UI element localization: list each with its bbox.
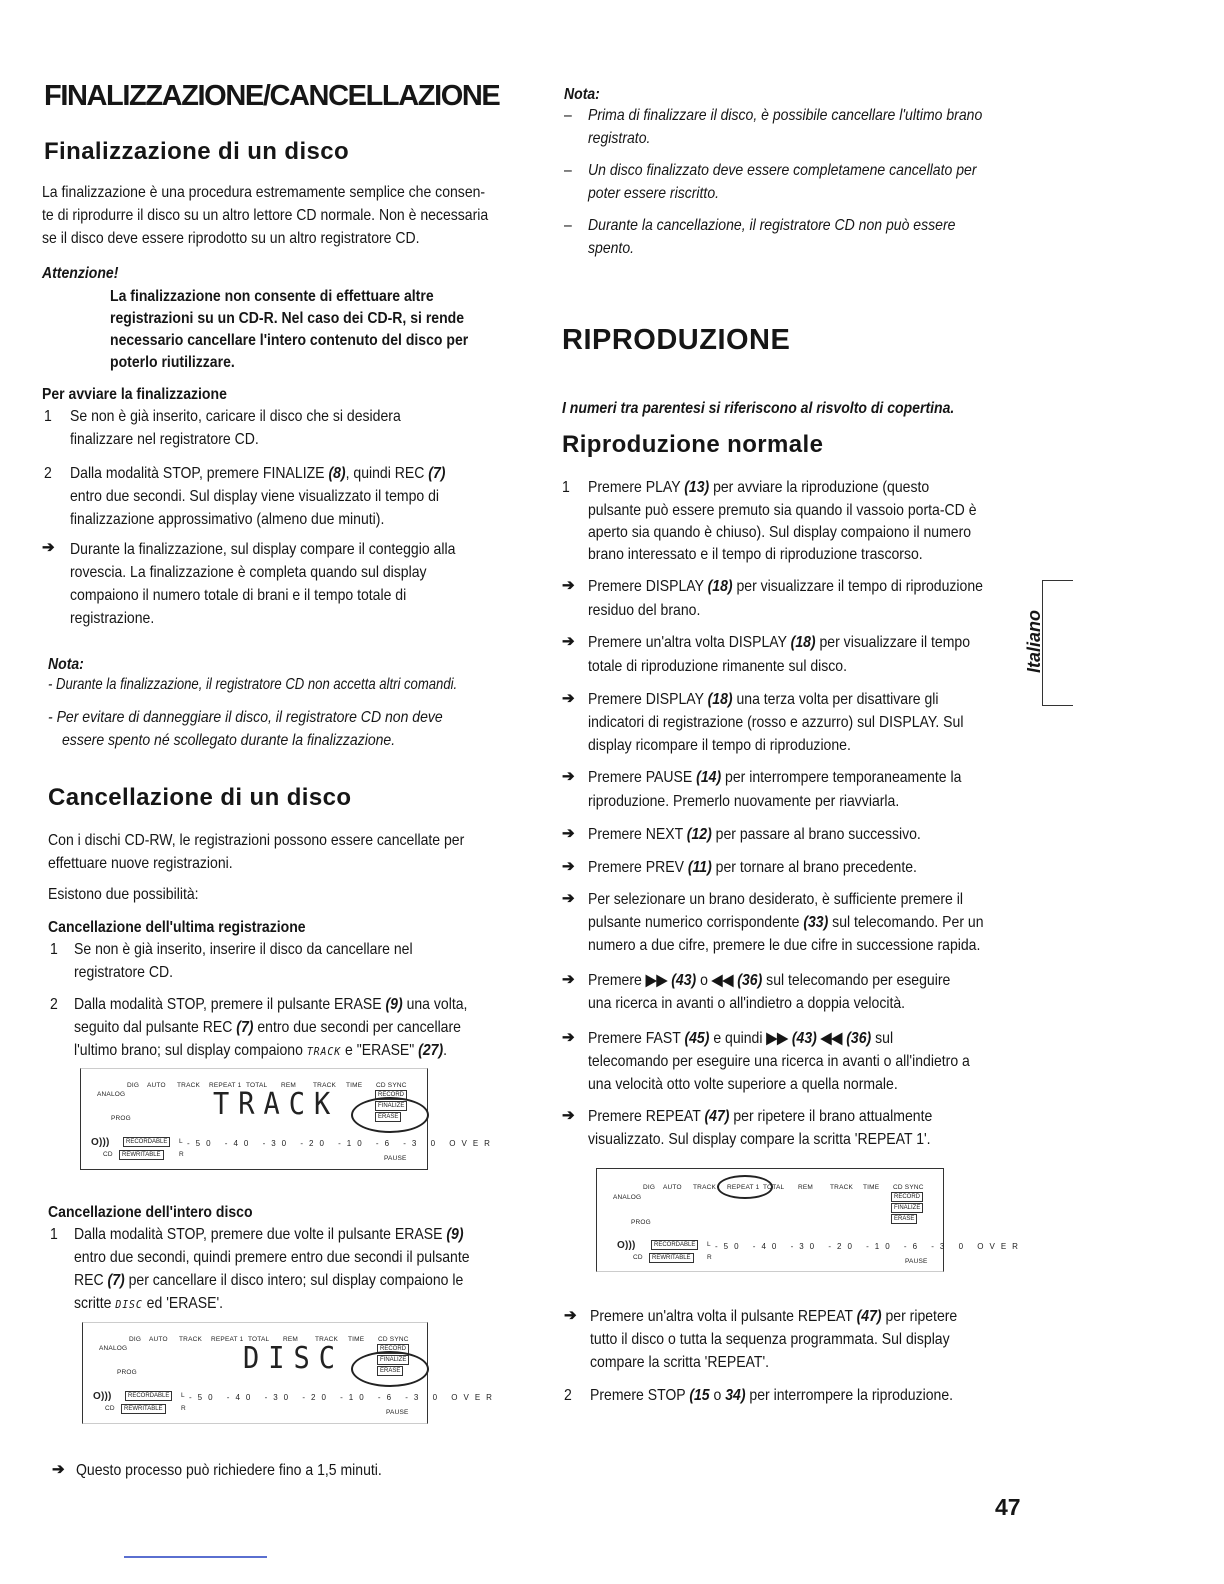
lbl-repeat1: REPEAT 1 [211, 1336, 244, 1343]
lbl-auto: AUTO [663, 1184, 682, 1191]
step-number: 1 [44, 408, 52, 425]
a7-line2: pulsante numerico corrispondente (33) sul telecomando. Per un [588, 914, 984, 931]
step-number: 2 [44, 465, 52, 482]
cancel-intro-1: Con i dischi CD-RW, le registrazioni possono essere cancellate per [48, 832, 465, 849]
lbl-total: TOTAL [763, 1184, 785, 1191]
lbl-time: TIME [346, 1082, 363, 1089]
fin-intro-2: te di riprodurre il disco su un altro lettore CD normale. Non è necessaria [42, 207, 489, 224]
s2-line: Premere STOP (15 o 34) per interrompere la riproduzione. [590, 1387, 954, 1404]
lbl-prog: PROG [631, 1219, 651, 1226]
step-number: 1 [50, 1226, 58, 1243]
nota-line-3: essere spento né scollegato durante la finalizzazione. [62, 732, 396, 749]
finalize-box: FINALIZE [377, 1355, 409, 1365]
dash: – [564, 162, 572, 179]
arrow-icon: ➔ [52, 1461, 65, 1478]
attention-text-4: poterlo riutilizzare. [110, 354, 235, 371]
c1-line1: Se non è già inserito, inserire il disco da cancellare nel [74, 941, 413, 958]
step2-line1: Dalla modalità STOP, premere FINALIZE (8), quindi REC (7) [70, 465, 446, 482]
cd-logo: CD [105, 1405, 115, 1412]
rewind-icon: ◀◀ [711, 972, 734, 989]
signal-icon: O))) [93, 1391, 112, 1402]
signal-icon: O))) [617, 1240, 636, 1251]
a2-line1: Premere un'altra volta DISPLAY (18) per visualizzare il tempo [588, 634, 971, 651]
riproduzione-title: RIPRODUZIONE [562, 324, 791, 356]
record-box: RECORD [375, 1090, 407, 1100]
a10-line1: Premere REPEAT (47) per ripetere il brano attualmente [588, 1108, 933, 1125]
nota-label: Nota: [564, 86, 600, 103]
arrow-icon: ➔ [564, 1307, 577, 1324]
lbl-rem: REM [798, 1184, 814, 1191]
record-box: RECORD [891, 1192, 923, 1202]
cd-logo: CD [633, 1254, 643, 1261]
erase-highlight-ring [351, 1351, 429, 1387]
two-options: Esistono due possibilità: [48, 886, 199, 903]
lcd-display-repeat1 [596, 1168, 1024, 1272]
attention-text-3: necessario cancellare l'intero contenuto del disco per [110, 332, 469, 349]
lcd-display-disc-erase [82, 1322, 498, 1424]
s1-line2: pulsante può essere premuto sia quando il vassoio porta-CD è [588, 502, 977, 519]
attention-label: Attenzione! [42, 265, 119, 282]
step-number: 2 [50, 996, 58, 1013]
a3-line3: display ricompare il tempo di riproduzione. [588, 737, 851, 754]
pause-label: PAUSE [386, 1409, 409, 1416]
meter-l: L [179, 1138, 183, 1145]
section-title: FINALIZZAZIONE/CANCELLAZIONE [44, 80, 500, 112]
a11-line3: compare la scritta 'REPEAT'. [590, 1354, 770, 1371]
a6-line: Premere PREV (11) per tornare al brano precedente. [588, 859, 917, 876]
normal-playback-heading: Riproduzione normale [562, 431, 824, 458]
w1-line4: scritte DISC ed 'ERASE'. [74, 1295, 224, 1312]
step2-line3: finalizzazione approssimativo (almeno due minuti). [70, 511, 385, 528]
arrow-icon: ➔ [562, 633, 575, 650]
finalization-heading: Finalizzazione di un disco [44, 138, 350, 165]
lbl-time: TIME [863, 1184, 880, 1191]
a1-line1: Premere DISPLAY (18) per visualizzare il tempo di riproduzione [588, 578, 983, 595]
c2-line3: l'ultimo brano; sul display compaiono TRACK e "ERASE" (27). [74, 1042, 448, 1059]
nota-label: Nota: [48, 656, 84, 673]
arrow-icon: ➔ [42, 539, 55, 556]
recordable-box: RECORDABLE [125, 1391, 172, 1401]
rewritable-box: REWRITABLE [119, 1150, 164, 1160]
fin-intro-1: La finalizzazione è una procedura estremamente semplice che consen- [42, 184, 486, 201]
lcd-display-track-erase [80, 1068, 496, 1170]
arrow-icon: ➔ [562, 971, 575, 988]
arrow-icon: ➔ [562, 1029, 575, 1046]
dash: – [564, 107, 572, 124]
whole-disc-label: Cancellazione dell'intero disco [48, 1204, 253, 1221]
meter-l: L [181, 1392, 185, 1399]
a5-line: Premere NEXT (12) per passare al brano successivo. [588, 826, 921, 843]
rewritable-box: REWRITABLE [649, 1253, 694, 1263]
rewind-icon: ◀◀ [820, 1030, 843, 1047]
nota2-line1: Un disco finalizzato deve essere completamene cancellato per [588, 162, 977, 179]
arrow1-line2: rovescia. La finalizzazione è completa quando sul display [70, 564, 427, 581]
lbl-dig: DIG [129, 1336, 142, 1343]
a4-line2: riproduzione. Premerlo nuovamente per riavviarla. [588, 793, 900, 810]
a3-line2: indicatori di registrazione (rosso e azzurro) sul DISPLAY. Sul [588, 714, 964, 731]
meter-scale: -50 -40 -30 -20 -10 -6 -3 0 OVER [189, 1393, 498, 1402]
lbl-track-2: TRACK [315, 1336, 339, 1343]
lbl-analog: ANALOG [99, 1345, 128, 1352]
lbl-dig: DIG [127, 1082, 140, 1089]
lbl-analog: ANALOG [613, 1194, 642, 1201]
a8-line2: una ricerca in avanti o all'indietro a doppia velocità. [588, 995, 906, 1012]
arrow-last: Questo processo può richiedere fino a 1,5 minuti. [76, 1462, 382, 1479]
lbl-track-2: TRACK [830, 1184, 854, 1191]
cancel-heading: Cancellazione di un disco [48, 784, 352, 811]
w1-line1: Dalla modalità STOP, premere due volte il pulsante ERASE (9) [74, 1226, 464, 1243]
attention-text-2: registrazioni su un CD-R. Nel caso dei CD-R, si rende [110, 310, 465, 327]
meter-r: R [181, 1405, 186, 1412]
nota1-line2: registrato. [588, 130, 651, 147]
repeat1-highlight-ring [717, 1175, 773, 1199]
attention-text-1: La finalizzazione non consente di effettuare altre [110, 288, 434, 305]
c2-line2: seguito dal pulsante REC (7) entro due secondi per cancellare [74, 1019, 461, 1036]
lbl-cdsync: CD SYNC [376, 1082, 407, 1089]
lbl-repeat1: REPEAT 1 [727, 1184, 760, 1191]
a9-line1: Premere FAST (45) e quindi ▶▶ (43) ◀◀ (36) sul [588, 1030, 894, 1047]
arrow-icon: ➔ [562, 577, 575, 594]
footer-line [124, 1556, 267, 1558]
page-number: 47 [995, 1494, 1021, 1520]
meter-r: R [179, 1151, 184, 1158]
lbl-total: TOTAL [248, 1336, 270, 1343]
arrow-icon: ➔ [562, 858, 575, 875]
lbl-cdsync: CD SYNC [378, 1336, 409, 1343]
s1-line1: Premere PLAY (13) per avviare la riproduzione (questo [588, 479, 930, 496]
step1-line1: Se non è già inserito, caricare il disco che si desidera [70, 408, 401, 425]
nota1-line1: Prima di finalizzare il disco, è possibile cancellare l'ultimo brano [588, 107, 983, 124]
pause-label: PAUSE [905, 1258, 928, 1265]
a7-line1: Per selezionare un brano desiderato, è sufficiente premere il [588, 891, 963, 908]
lcd-disc-text: DISC [243, 1341, 345, 1376]
a10-line2: visualizzato. Sul display compare la scritta 'REPEAT 1'. [588, 1131, 931, 1148]
pause-label: PAUSE [384, 1155, 407, 1162]
step2-line2: entro due secondi. Sul display viene visualizzato il tempo di [70, 488, 439, 505]
lbl-track: TRACK [177, 1082, 201, 1089]
arrow-icon: ➔ [562, 690, 575, 707]
fast-forward-icon: ▶▶ [645, 972, 668, 989]
lbl-analog: ANALOG [97, 1091, 126, 1098]
nota3-line1: Durante la cancellazione, il registratore CD non può essere [588, 217, 956, 234]
dash: – [564, 217, 572, 234]
meter-l: L [707, 1241, 711, 1248]
lbl-auto: AUTO [147, 1082, 166, 1089]
lbl-track: TRACK [179, 1336, 203, 1343]
lbl-auto: AUTO [149, 1336, 168, 1343]
cd-logo: CD [103, 1151, 113, 1158]
arrow-icon: ➔ [562, 1107, 575, 1124]
nota-line-2: - Per evitare di danneggiare il disco, il registratore CD non deve [48, 709, 443, 726]
a8-line1: Premere ▶▶ (43) o ◀◀ (36) sul telecomando per eseguire [588, 972, 951, 989]
language-tab [1024, 580, 1073, 706]
record-box: RECORD [377, 1344, 409, 1354]
arrow1-line4: registrazione. [70, 610, 155, 627]
start-finalize-label: Per avviare la finalizzazione [42, 386, 227, 403]
step-number: 2 [564, 1387, 572, 1404]
reference-note: I numeri tra parentesi si riferiscono al risvolto di copertina. [562, 400, 955, 417]
recordable-box: RECORDABLE [651, 1240, 698, 1250]
a9-line2: telecomando per eseguire una ricerca in avanti o all'indietro a [588, 1053, 970, 1070]
a3-line1: Premere DISPLAY (18) una terza volta per disattivare gli [588, 691, 939, 708]
cancel-intro-2: effettuare nuove registrazioni. [48, 855, 233, 872]
lbl-cdsync: CD SYNC [893, 1184, 924, 1191]
lbl-track: TRACK [693, 1184, 717, 1191]
a7-line3: numero a due cifre, premere le due cifre in successione rapida. [588, 937, 981, 954]
w1-line2: entro due secondi, quindi premere entro due secondi il pulsante [74, 1249, 470, 1266]
lbl-prog: PROG [111, 1115, 131, 1122]
s1-line4: brano interessato e il tempo di riproduzione trascorso. [588, 546, 923, 563]
a9-line3: una velocità otto volte superiore a quella normale. [588, 1076, 898, 1093]
step1-line2: finalizzare nel registratore CD. [70, 431, 259, 448]
c1-line2: registratore CD. [74, 964, 174, 981]
arrow1-line1: Durante la finalizzazione, sul display compare il conteggio alla [70, 541, 456, 558]
c2-line1: Dalla modalità STOP, premere il pulsante ERASE (9) una volta, [74, 996, 468, 1013]
nota3-line2: spento. [588, 240, 635, 257]
erase-box: ERASE [891, 1214, 917, 1224]
arrow-icon: ➔ [562, 890, 575, 907]
erase-box: ERASE [377, 1366, 403, 1376]
finalize-box: FINALIZE [375, 1101, 407, 1111]
w1-line3: REC (7) per cancellare il disco intero; sul display compaiono le [74, 1272, 464, 1289]
finalize-box: FINALIZE [891, 1203, 923, 1213]
arrow-icon: ➔ [562, 825, 575, 842]
meter-scale: -50 -40 -30 -20 -10 -6 -3 0 OVER [187, 1139, 496, 1148]
lbl-track-2: TRACK [313, 1082, 337, 1089]
step-number: 1 [50, 941, 58, 958]
erase-box: ERASE [375, 1112, 401, 1122]
nota2-line2: poter essere riscritto. [588, 185, 720, 202]
meter-r: R [707, 1254, 712, 1261]
fast-forward-icon: ▶▶ [766, 1030, 788, 1047]
lbl-repeat1: REPEAT 1 [209, 1082, 242, 1089]
arrow-icon: ➔ [562, 768, 575, 785]
step-number: 1 [562, 479, 570, 496]
lcd-track-text: TRACK [213, 1087, 340, 1122]
language-label: Italiano [1024, 609, 1045, 674]
meter-scale: -50 -40 -30 -20 -10 -6 -3 0 OVER [715, 1242, 1024, 1251]
lbl-prog: PROG [117, 1369, 137, 1376]
a1-line2: residuo del brano. [588, 602, 701, 619]
signal-icon: O))) [91, 1137, 110, 1148]
lbl-dig: DIG [643, 1184, 656, 1191]
a4-line1: Premere PAUSE (14) per interrompere temporaneamente la [588, 769, 962, 786]
lbl-total: TOTAL [246, 1082, 268, 1089]
recordable-box: RECORDABLE [123, 1137, 170, 1147]
a2-line2: totale di riproduzione rimanente sul disco. [588, 658, 848, 675]
s1-line3: aperto sia quando è chiuso). Sul display compaiono il numero [588, 524, 972, 541]
erase-highlight-ring [351, 1097, 429, 1133]
lbl-time: TIME [348, 1336, 365, 1343]
last-recording-label: Cancellazione dell'ultima registrazione [48, 919, 306, 936]
a11-line2: tutto il disco o tutta la sequenza programmata. Sul display [590, 1331, 950, 1348]
rewritable-box: REWRITABLE [121, 1404, 166, 1414]
fin-intro-3: se il disco deve essere riprodotto su un altro registratore CD. [42, 230, 420, 247]
arrow1-line3: compaiono il numero totale di brani e il tempo totale di [70, 587, 407, 604]
a11-line1: Premere un'altra volta il pulsante REPEAT (47) per ripetere [590, 1308, 958, 1325]
lbl-rem: REM [281, 1082, 297, 1089]
lbl-rem: REM [283, 1336, 299, 1343]
nota-line-1: - Durante la finalizzazione, il registratore CD non accetta altri comandi. [48, 676, 458, 693]
